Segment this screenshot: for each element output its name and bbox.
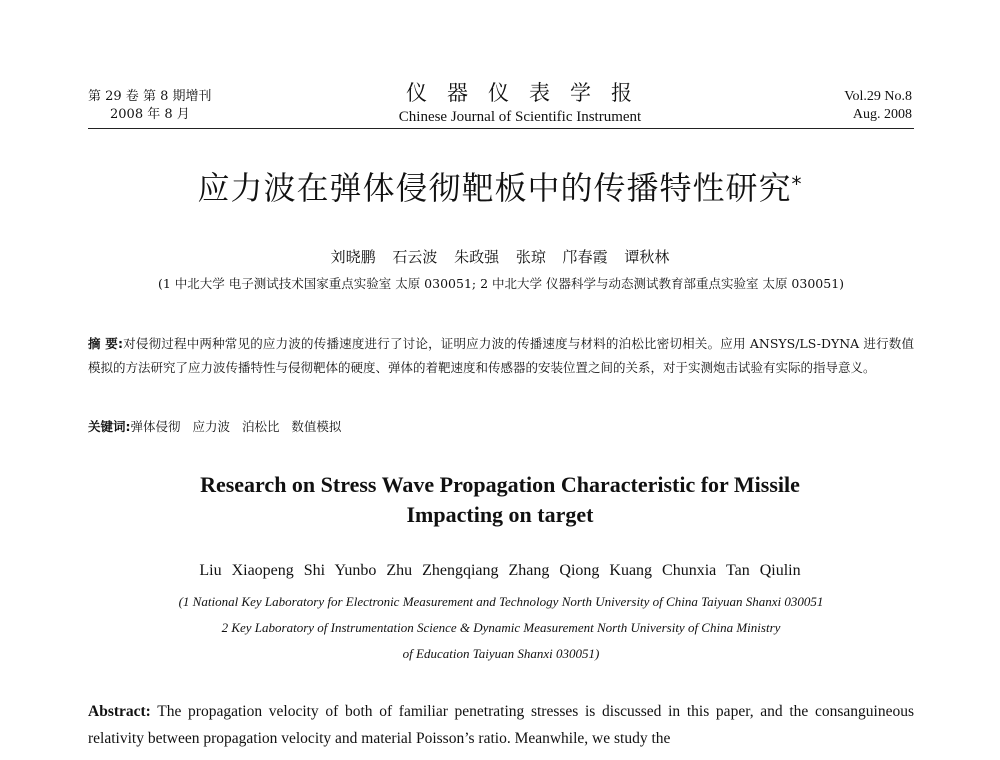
volume-cn: 第 29 卷 第 8 期增刊	[88, 89, 212, 104]
abstract-cn	[88, 332, 914, 380]
header-rule	[88, 128, 914, 129]
affiliation-en-line3: of Education Taiyuan Shanxi 030051)	[402, 646, 600, 661]
journal-title-block	[340, 80, 700, 128]
authors-cn: 刘晓鹏 石云波 朱政强 张琼 邝春霞 谭秋林	[330, 248, 670, 266]
affiliation-en-line2: 2 Key Laboratory of Instrumentation Science & Dynamic Measurement North University of China Ministry	[221, 620, 781, 635]
affiliation-en-line1: (1 National Key Laboratory for Electronic Measurement and Technology North University of China Taiyuan Shanxi 030051	[178, 594, 824, 609]
paper-title-en-line2: Impacting on target	[406, 502, 594, 527]
abstract-en-text: The propagation velocity of both of familiar penetrating stresses is discussed in this paper, and the consanguineous relativity between propagation velocity and material Poisson’s ratio. Meanwhile, we study the	[88, 703, 914, 747]
journal-volume-block	[88, 88, 211, 124]
abstract-cn-label: 摘 要:	[88, 336, 123, 351]
authors-en: Liu Xiaopeng Shi Yunbo Zhu Zhengqiang Zhang Qiong Kuang Chunxia Tan Qiulin	[199, 562, 801, 579]
title-footnote-mark: *	[791, 172, 803, 196]
journal-name-cn: 仪器仪表学报	[406, 81, 652, 105]
date-en: Aug. 2008	[852, 107, 912, 122]
journal-issue-block	[844, 88, 912, 124]
journal-name-en: Chinese Journal of Scientific Instrument	[398, 109, 642, 125]
paper-title-cn	[0, 166, 1000, 210]
keywords-cn-label: 关键词:	[88, 419, 131, 434]
keywords-cn-text: 弹体侵彻 应力波 泊松比 数值模拟	[130, 419, 342, 434]
abstract-en-label: Abstract:	[88, 703, 151, 720]
date-cn: 2008 年 8 月	[110, 107, 190, 122]
affiliation-en	[88, 589, 914, 667]
paper-title-en-line1: Research on Stress Wave Propagation Characteristic for Missile	[200, 472, 800, 497]
paper-title-en	[0, 470, 1000, 530]
abstract-cn-text: 对侵彻过程中两种常见的应力波的传播速度进行了讨论，证明应力波的传播速度与材料的泊松比密切相关。应用 ANSYS/LS-DYNA 进行数值模拟的方法研究了应力波传播特性与侵彻靶体的硬度、弹体的着靶速度和传感器的安装位置之间的关系，对于实测炮击试验有实际的指导意义。	[88, 336, 914, 375]
volume-en: Vol.29 No.8	[844, 89, 912, 104]
keywords-cn	[88, 416, 914, 438]
paper-title-cn-text: 应力波在弹体侵彻靶板中的传播特性研究	[197, 169, 792, 207]
abstract-en	[88, 698, 914, 752]
affiliation-cn: (1 中北大学 电子测试技术国家重点实验室 太原 030051; 2 中北大学 仪器科学与动态测试教育部重点实验室 太原 030051)	[157, 276, 845, 291]
